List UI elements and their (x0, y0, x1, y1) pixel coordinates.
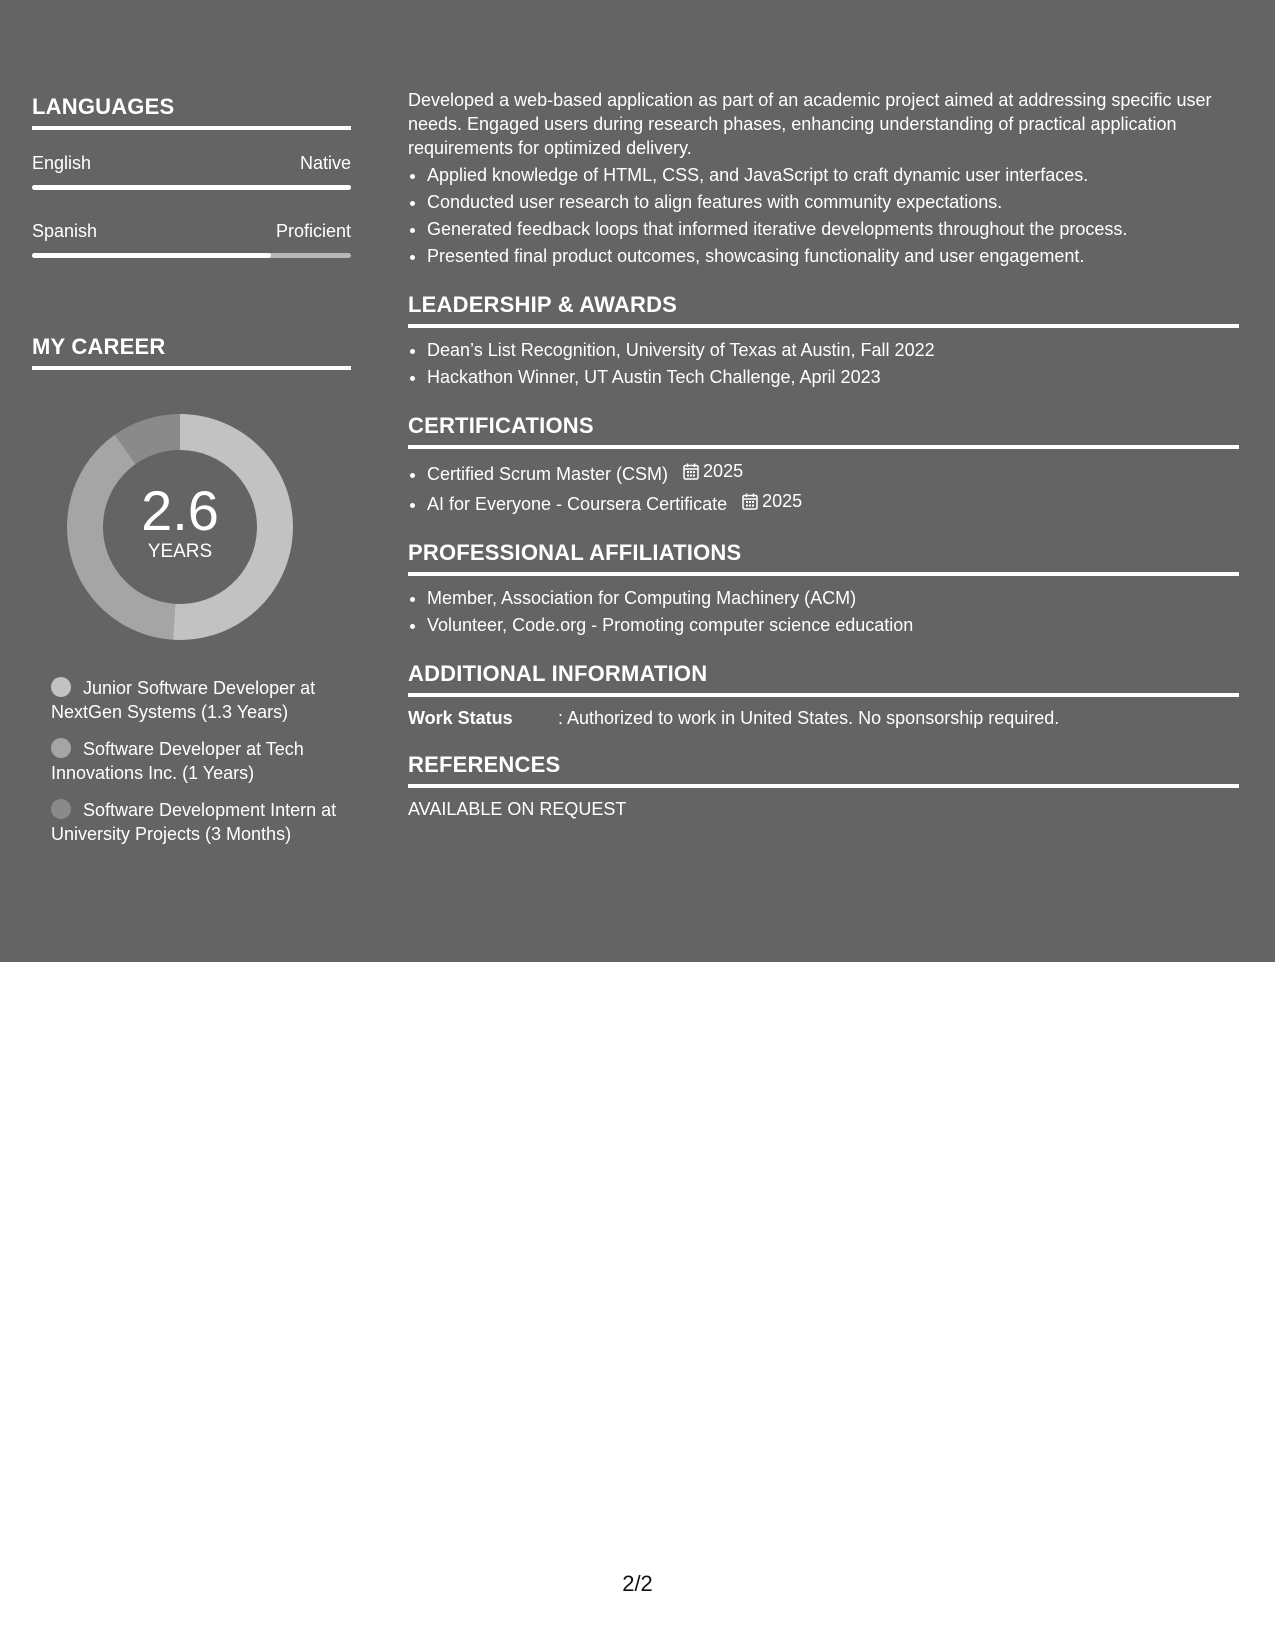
certifications-list (408, 458, 1239, 518)
additional-info-title: ADDITIONAL INFORMATION (408, 661, 1239, 697)
leadership-title: LEADERSHIP & AWARDS (408, 292, 1239, 328)
leadership-item: • Hackathon Winner, UT Austin Tech Challenge, April 2023 (427, 364, 1239, 391)
certification-date (683, 458, 743, 485)
certification-year: 2025 (762, 491, 803, 511)
work-status-row (408, 706, 1239, 730)
legend-item (51, 798, 351, 846)
project-bullets (408, 162, 1239, 270)
legend-label: Junior Software Developer at NextGen Systems (1.3 Years) (51, 678, 316, 722)
donut-slice (67, 435, 175, 640)
career-total-value: 2.6 (141, 479, 219, 542)
legend-dot (51, 677, 71, 697)
page-number: 2/2 (622, 1571, 653, 1596)
languages-title: LANGUAGES (32, 94, 351, 130)
career-title: MY CAREER (32, 334, 351, 370)
legend-item (51, 737, 351, 785)
right-column (408, 88, 1239, 821)
language-level: Native (299, 153, 351, 173)
affiliation-item: • Volunteer, Code.org - Promoting computer science education (427, 612, 1239, 639)
certification-item (427, 458, 1239, 488)
project-bullet: • Presented final product outcomes, showcasing functionality and user engagement. (427, 243, 1239, 270)
language-row-english (32, 152, 351, 174)
certification-date (742, 488, 802, 515)
affiliations-list (408, 585, 1239, 639)
donut-svg (67, 414, 293, 640)
language-list (32, 152, 351, 258)
legend-label: Software Development Intern at University Projects (3 Months) (51, 800, 337, 844)
calendar-icon (683, 463, 699, 480)
leadership-item: • Dean’s List Recognition, University of Texas at Austin, Fall 2022 (427, 337, 1239, 364)
certifications-title: CERTIFICATIONS (408, 413, 1239, 449)
work-status-value: : Authorized to work in United States. No sponsorship required. (558, 708, 1060, 728)
career-donut-chart (67, 414, 293, 640)
proficiency-bar-english (32, 185, 351, 190)
donut-slice (173, 414, 293, 640)
project-bullet: • Conducted user research to align features with community expectations. (427, 189, 1239, 216)
certification-year: 2025 (703, 461, 744, 481)
certification-name: Certified Scrum Master (CSM) (427, 464, 669, 484)
career-total-unit: YEARS (147, 541, 213, 562)
project-summary: Developed a web-based application as part of an academic project aimed at addressing specific user needs. Engaged users during research phases, enhancing understanding of practical application requirements for optimized delivery. (408, 90, 1212, 158)
references-title: REFERENCES (408, 752, 1239, 788)
proficiency-fill (32, 185, 351, 190)
legend-dot (51, 738, 71, 758)
affiliations-title: PROFESSIONAL AFFILIATIONS (408, 540, 1239, 576)
proficiency-bar-spanish (32, 253, 351, 258)
language-name: Spanish (32, 221, 98, 241)
certification-item (427, 488, 1239, 518)
work-status-label: Work Status (408, 708, 513, 728)
language-level: Proficient (275, 221, 351, 241)
project-bullet: • Generated feedback loops that informed iterative developments throughout the process. (427, 216, 1239, 243)
affiliation-item: • Member, Association for Computing Machinery (ACM) (427, 585, 1239, 612)
language-row-spanish (32, 220, 351, 242)
references-text: AVAILABLE ON REQUEST (408, 799, 627, 819)
left-column (32, 94, 351, 859)
proficiency-fill (32, 253, 271, 258)
legend-label: Software Developer at Tech Innovations Inc. (1 Years) (51, 739, 304, 783)
calendar-icon (742, 493, 758, 510)
legend-dot (51, 799, 71, 819)
career-legend (51, 676, 351, 846)
certification-name: AI for Everyone - Coursera Certificate (427, 494, 728, 514)
leadership-list (408, 337, 1239, 391)
legend-item (51, 676, 351, 724)
project-bullet: • Applied knowledge of HTML, CSS, and JavaScript to craft dynamic user interfaces. (427, 162, 1239, 189)
language-name: English (32, 153, 92, 173)
